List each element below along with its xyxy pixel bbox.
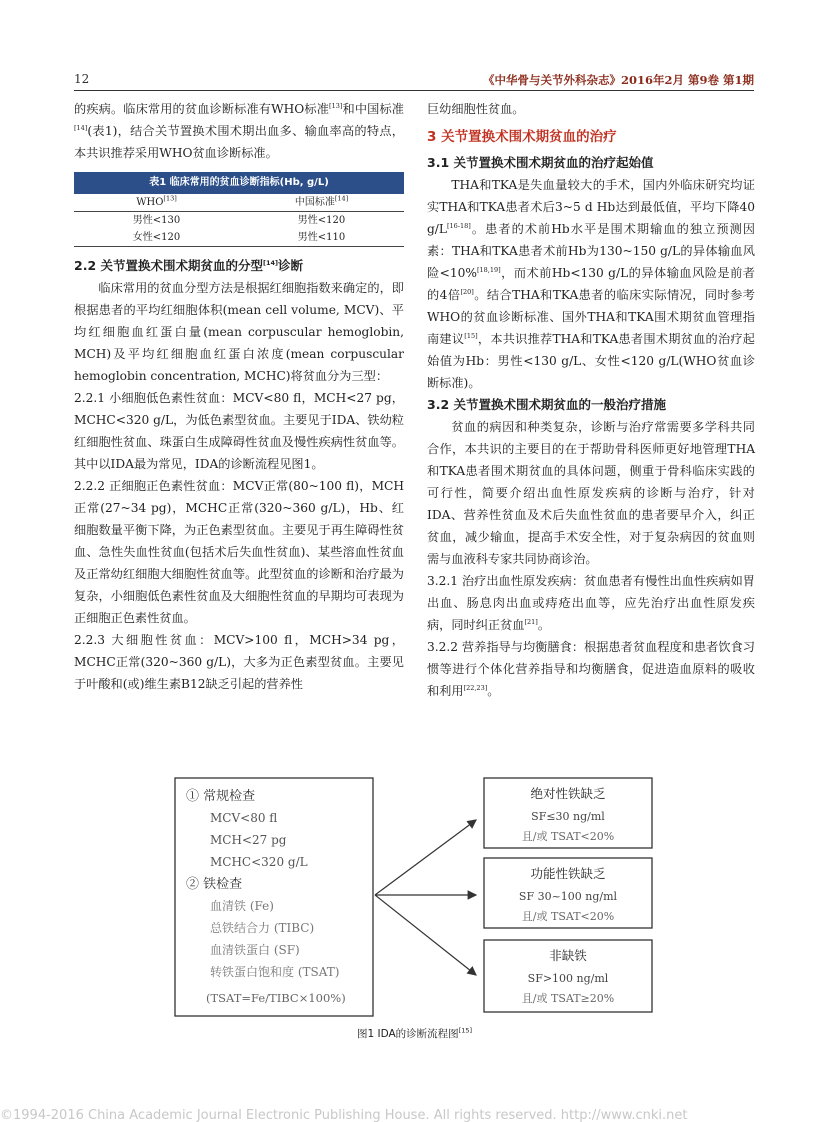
- paragraph-who-standard: 的疾病。临床常用的贫血诊断标准有WHO标准[13]和中国标准[14](表1)，结合关节置换术围术期出血多、输血率高的特点，本共识推荐采用WHO贫血诊断标准。: [74, 101, 404, 160]
- arrow-to-absolute: [375, 820, 476, 895]
- copyright-watermark: ©1994-2016 China Academic Journal Electronic Publishing House. All rights reserved. http://www.cnki.net: [0, 1108, 688, 1122]
- mcv-criterion: MCV<80 fl: [210, 811, 278, 825]
- table-header-row: WHO[13] 中国标准[14]: [136, 194, 349, 208]
- mchc-criterion: MCHC<320 g/L: [210, 855, 308, 869]
- section-2-2-title: 2.2 关节置换术围术期贫血的分型[14]诊断: [74, 258, 304, 273]
- non-deficient-sf: SF>100 ng/ml: [527, 972, 609, 985]
- left-column: [74, 98, 404, 695]
- figure-1-flowchart: [170, 770, 660, 1020]
- paragraph-2-2: 临床常用的贫血分型方法是根据红细胞指数来确定的，即根据患者的平均红细胞体积(mean cell volume, MCV)、平均红细胞血红蛋白量(mean corpuscular hemoglobin, MCH)及平均红细胞血红蛋白浓度(mean corpuscular hemoglobin concentration, MCHC)将贫血分为三型：: [74, 281, 404, 383]
- header-rule: [74, 90, 754, 91]
- journal-header: 《中华骨与关节外科杂志》2016年2月 第9卷 第1期: [482, 73, 754, 87]
- non-deficient-title: 非缺铁: [549, 948, 587, 963]
- functional-deficiency-tsat: 且/或 TSAT<20%: [521, 910, 615, 923]
- tsat-formula: (TSAT=Fe/TIBC×100%): [206, 991, 346, 1005]
- section-3-2-title: 3.2 关节置换术围术期贫血的一般治疗措施: [427, 397, 666, 412]
- table-caption: 表1 临床常用的贫血诊断指标(Hb, g/L): [74, 172, 404, 194]
- table-row: 女性<120 男性<110: [132, 232, 346, 243]
- paragraph-3-2-2: 3.2.2 营养指导与均衡膳食：根据患者贫血程度和患者饮食习惯等进行个体化营养指导和均衡膳食，促进造血原料的吸收和利用[22,23]。: [427, 640, 755, 698]
- serum-iron-item: 血清铁 (Fe): [210, 899, 274, 913]
- paragraph-3-1: THA和TKA是失血量较大的手术，国内外临床研究均证实THA和TKA患者术后3~5 d Hb达到最低值，平均下降40 g/L[16-18]。患者的术前Hb水平是围术期输血的独立预测因素：THA和TKA患者术前Hb为130~150 g/L的异体输血风险<10%[18,19]，而术前Hb<130 g/L的异体输血风险是前者的4倍[20]。结合THA和TKA患者的临床实际情况，同时参考WHO的贫血诊断标准、国外THA和TKA围术期贫血管理指南建议[15]，本共识推荐THA和TKA患者围术期贫血的治疗起始值为Hb：男性<130 g/L、女性<120 g/L(WHO贫血诊断标准)。: [427, 178, 755, 390]
- table-1: [74, 172, 404, 247]
- page-number: 12: [74, 72, 90, 86]
- section-3-title: 3 关节置换术围术期贫血的治疗: [427, 129, 617, 145]
- arrow-to-non-deficient: [375, 895, 476, 975]
- functional-deficiency-sf: SF 30~100 ng/ml: [518, 890, 618, 903]
- paragraph-3-2-1: 3.2.1 治疗出血性原发疾病：贫血患者有慢性出血性疾病如胃出血、肠息肉出血或痔疮出血等，应先治疗出血性原发疾病，同时纠正贫血[21]。: [427, 574, 755, 632]
- absolute-deficiency-sf: SF≤30 ng/ml: [531, 810, 605, 823]
- iron-check-label: ② 铁检查: [186, 877, 243, 892]
- non-deficient-tsat: 且/或 TSAT≥20%: [521, 992, 615, 1005]
- routine-check-label: ① 常规检查: [186, 789, 256, 804]
- paragraph-3-2: 贫血的病因和种类复杂，诊断与治疗常需要多学科共同合作，本共识的主要目的在于帮助骨科医师更好地管理THA和TKA患者围术期贫血的具体问题，侧重于骨科临床实践的可行性，简要介绍出血性原发疾病的诊断与治疗，针对IDA、营养性贫血及术后失血性贫血的患者要早介入，纠正贫血，减少输血，提高手术安全性，对于复杂病因的贫血则需与血液科专家共同协商诊治。: [427, 420, 755, 566]
- section-3-1-title: 3.1 关节置换术围术期贫血的治疗起始值: [427, 155, 654, 170]
- paragraph-2-2-3: 2.2.3 大细胞性贫血：MCV>100 fl，MCH>34 pg，MCHC正常(320~360 g/L)，大多为正色素型贫血。主要见于叶酸和(或)维生素B12缺乏引起的营养性: [74, 633, 404, 691]
- figure-1-caption: 图1 IDA的诊断流程图[15]: [356, 1026, 473, 1040]
- mch-criterion: MCH<27 pg: [210, 833, 287, 847]
- paragraph-2-2-2: 2.2.2 正细胞正色素性贫血：MCV正常(80~100 fl)，MCH正常(27~34 pg)，MCHC正常(320~360 g/L)，Hb、红细胞数量平衡下降，为正色素型贫血。主要见于再生障碍性贫血、急性失血性贫血(包括术后失血性贫血)、某些溶血性贫血及正常幼红细胞大细胞性贫血等。此型贫血的诊断和治疗最为复杂，小细胞低色素性贫血及大细胞性贫血的早期均可表现为正细胞正色素性贫血。: [74, 479, 404, 625]
- functional-deficiency-title: 功能性铁缺乏: [530, 866, 606, 881]
- paragraph-continued: 巨幼细胞性贫血。: [427, 102, 525, 116]
- table-row: 男性<130 男性<120: [132, 215, 346, 226]
- tibc-item: 总铁结合力 (TIBC): [210, 921, 315, 935]
- paragraph-2-2-1: 2.2.1 小细胞低色素性贫血：MCV<80 fl，MCH<27 pg，MCHC<320 g/L，为低色素型贫血。主要见于IDA、铁幼粒红细胞性贫血、珠蛋白生成障碍性贫血及慢性疾病性贫血等。其中以IDA最为常见，IDA的诊断流程见图1。: [74, 391, 404, 471]
- absolute-deficiency-tsat: 且/或 TSAT<20%: [521, 830, 615, 843]
- absolute-deficiency-title: 绝对性铁缺乏: [530, 786, 606, 801]
- right-column: [427, 98, 755, 702]
- tsat-item: 转铁蛋白饱和度 (TSAT): [210, 965, 340, 979]
- sf-item: 血清铁蛋白 (SF): [210, 943, 300, 957]
